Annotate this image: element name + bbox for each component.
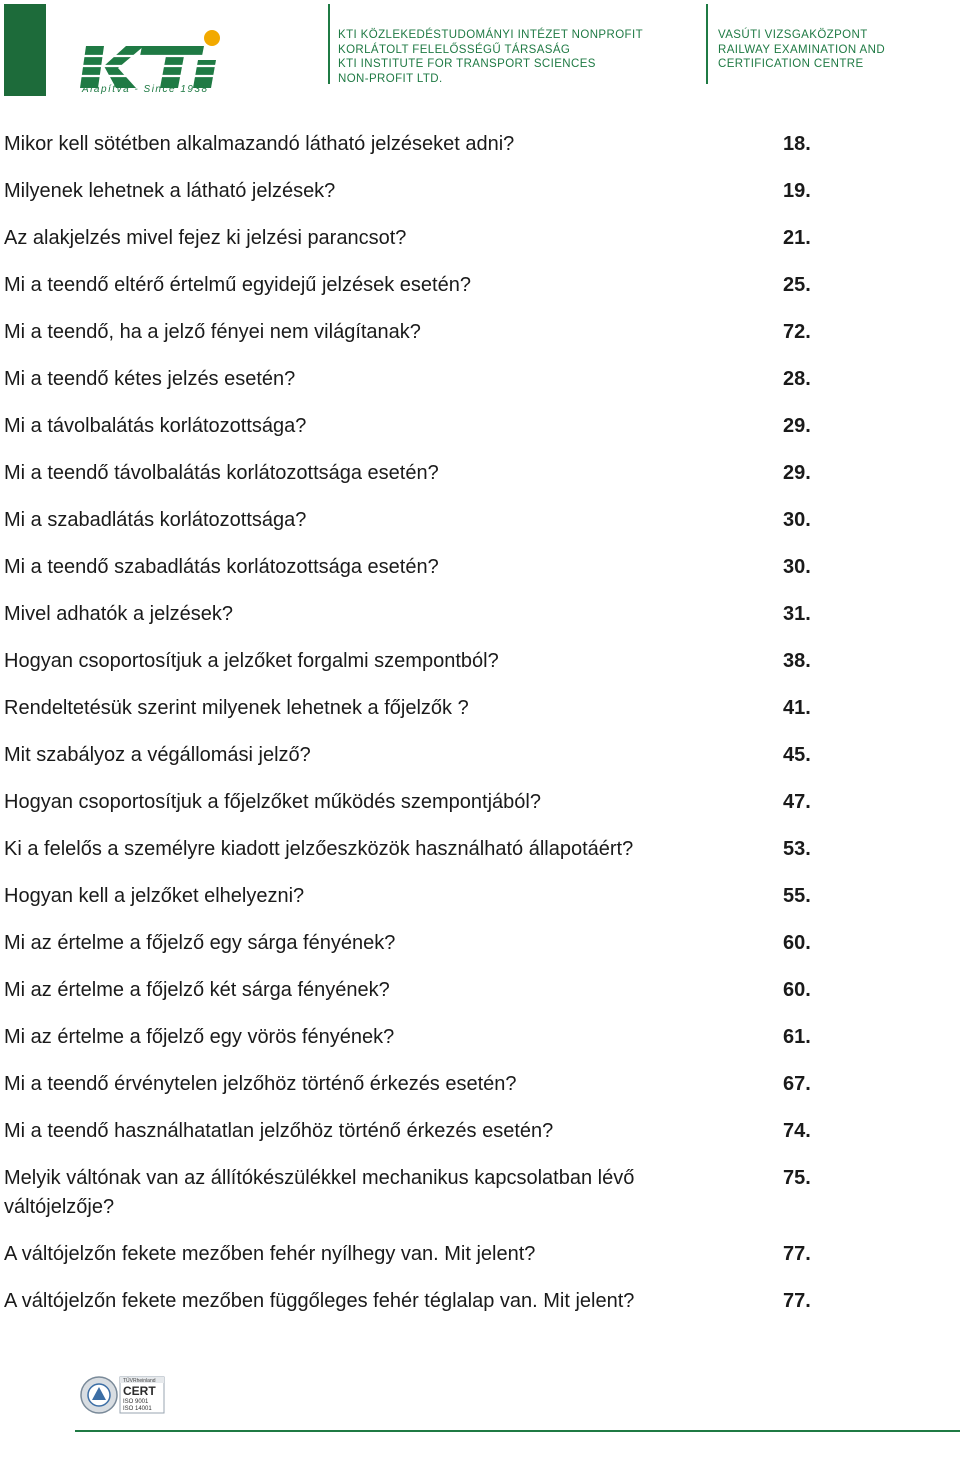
question-text: Mivel adhatók a jelzések? (4, 603, 234, 625)
page-number: 67. (783, 1073, 811, 1095)
page-number: 74. (783, 1120, 811, 1142)
page-number: 41. (783, 697, 811, 719)
page-number: 31. (783, 603, 811, 625)
question-text: Mi az értelme a főjelző egy sárga fényének? (4, 932, 396, 954)
page-number: 38. (783, 650, 811, 672)
tuv-cert-badge (80, 1374, 166, 1416)
page-number: 21. (783, 227, 811, 249)
question-text: Hogyan csoportosítjuk a főjelzőket működés szempontjából? (4, 791, 541, 813)
question-text: Mi a teendő kétes jelzés esetén? (4, 368, 296, 390)
page-header (0, 0, 960, 110)
institute-name-line: KORLÁTOLT FELELŐSSÉGŰ TÁRSASÁG (338, 43, 571, 56)
question-text: Melyik váltónak van az állítókészülékkel mechanikus kapcsolatban lévő váltójelzője? (4, 1167, 635, 1218)
institute-name-line: KTI KÖZLEKEDÉSTUDOMÁNYI INTÉZET NONPROFIT (338, 29, 643, 41)
page-number: 30. (783, 509, 811, 531)
cert-iso-9001: ISO 9001 (123, 1399, 149, 1405)
header-divider (328, 4, 330, 84)
institute-name-line: NON-PROFIT LTD. (338, 72, 443, 85)
cert-label: CERT (123, 1384, 156, 1398)
question-text: Hogyan kell a jelzőket elhelyezni? (4, 885, 305, 907)
question-text: Mi az értelme a főjelző egy vörös fényének? (4, 1026, 395, 1048)
page-number: 72. (783, 321, 811, 343)
question-text: Az alakjelzés mivel fejez ki jelzési parancsot? (4, 227, 407, 249)
question-text: A váltójelzőn fekete mezőben fehér nyílhegy van. Mit jelent? (4, 1243, 536, 1265)
question-text: Mi a teendő használhatatlan jelzőhöz történő érkezés esetén? (4, 1120, 554, 1142)
question-text: Mi a teendő érvénytelen jelzőhöz történő érkezés esetén? (4, 1073, 517, 1095)
cert-iso-14001: ISO 14001 (123, 1406, 152, 1412)
page-number: 53. (783, 838, 811, 860)
footer-divider (75, 1430, 960, 1432)
page-number: 47. (783, 791, 811, 813)
question-text: Mi az értelme a főjelző két sárga fényének? (4, 979, 390, 1001)
exam-centre-line: RAILWAY EXAMINATION AND (718, 43, 886, 56)
page-number: 25. (783, 274, 811, 296)
header-divider (706, 4, 708, 84)
page-number: 29. (783, 462, 811, 484)
page-number: 75. (783, 1167, 811, 1189)
exam-centre-name (718, 28, 885, 72)
question-text: Mi a teendő, ha a jelző fényei nem világítanak? (4, 321, 421, 343)
question-text: Mi a szabadlátás korlátozottsága? (4, 509, 307, 531)
question-text: Mi a teendő szabadlátás korlátozottsága esetén? (4, 556, 439, 578)
page-number: 60. (783, 979, 811, 1001)
question-text: Rendeltetésük szerint milyenek lehetnek a főjelzők ? (4, 697, 469, 719)
question-text: A váltójelzőn fekete mezőben függőleges fehér téglalap van. Mit jelent? (4, 1290, 635, 1312)
logo-tagline: Alapítva - Since 1938 (82, 84, 209, 95)
page-number: 61. (783, 1026, 811, 1048)
exam-centre-line: VASÚTI VIZSGAKÖZPONT (718, 29, 868, 41)
page-number: 55. (783, 885, 811, 907)
page-number: 28. (783, 368, 811, 390)
cert-brand: TÜVRheinland (123, 1378, 156, 1384)
page-number: 30. (783, 556, 811, 578)
question-text: Ki a felelős a személyre kiadott jelzőeszközök használható állapotáért? (4, 838, 634, 860)
question-text: Mi a teendő távolbalátás korlátozottsága esetén? (4, 462, 439, 484)
question-text: Mit szabályoz a végállomási jelző? (4, 744, 311, 766)
page-number: 60. (783, 932, 811, 954)
page-number: 18. (783, 133, 811, 155)
question-text: Mi a távolbalátás korlátozottsága? (4, 415, 307, 437)
institute-name-line: KTI INSTITUTE FOR TRANSPORT SCIENCES (338, 58, 596, 70)
question-text: Mi a teendő eltérő értelmű egyidejű jelzések esetén? (4, 274, 471, 296)
exam-centre-line: CERTIFICATION CENTRE (718, 58, 864, 70)
question-text: Milyenek lehetnek a látható jelzések? (4, 180, 336, 202)
question-text: Hogyan csoportosítjuk a jelzőket forgalmi szempontból? (4, 650, 499, 672)
page-number: 77. (783, 1290, 811, 1312)
page-number: 45. (783, 744, 811, 766)
institute-name (338, 28, 643, 86)
page-number: 19. (783, 180, 811, 202)
page-number: 77. (783, 1243, 811, 1265)
brand-color-bar (4, 4, 46, 96)
question-text: Mikor kell sötétben alkalmazandó látható jelzéseket adni? (4, 133, 515, 155)
page-number: 29. (783, 415, 811, 437)
